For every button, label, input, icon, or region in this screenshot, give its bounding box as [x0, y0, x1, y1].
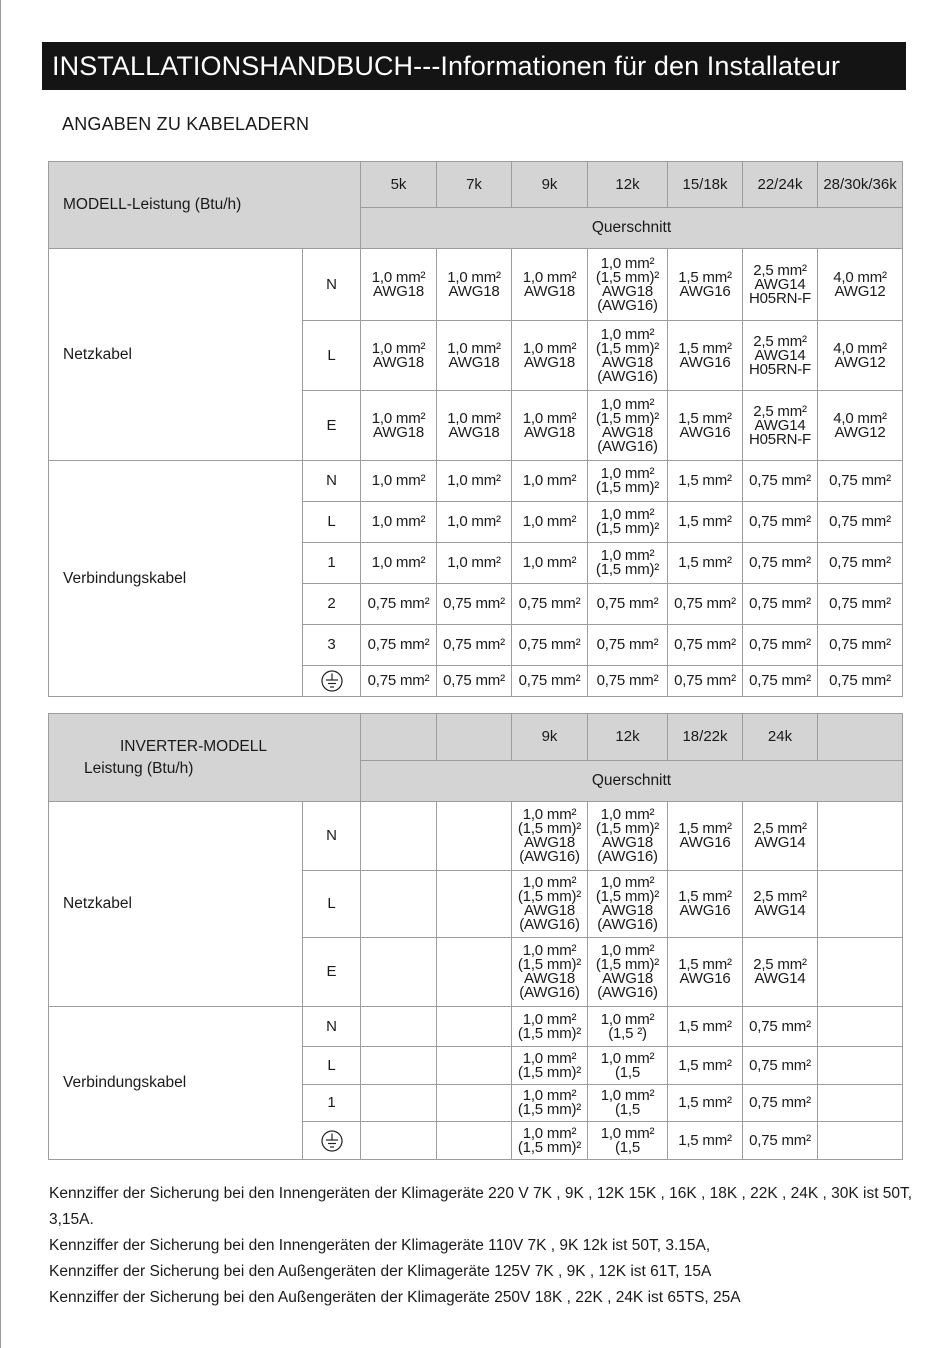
- cross-section-cell: 1,0 mm² (1,5 mm)²: [512, 1047, 588, 1085]
- capacity-column-header: 5k: [361, 162, 437, 208]
- cross-section-cell: [818, 1085, 903, 1122]
- cross-section-cell: 0,75 mm²: [437, 666, 512, 697]
- capacity-column-header: 15/18k: [668, 162, 743, 208]
- fuse-note: Kennziffer der Sicherung bei den Innengeräten der Klimageräte 220 V 7K , 9K , 12K 15K , 16K , 18K , 22K , 24K , 30K ist 50T, 3,15A.: [49, 1185, 913, 1228]
- conductor-label: L: [303, 871, 361, 938]
- cross-section-cell: 1,0 mm² (1,5 mm)²: [512, 1007, 588, 1047]
- cross-section-cell: [361, 1007, 437, 1047]
- cross-section-cell: [437, 1007, 512, 1047]
- cross-section-cell: 1,5 mm² AWG16: [668, 391, 743, 461]
- cross-section-cell: 1,0 mm² (1,5 mm)²: [588, 461, 668, 502]
- cross-section-cell: [361, 871, 437, 938]
- cross-section-cell: 0,75 mm²: [743, 461, 818, 502]
- cross-section-cell: 1,0 mm²: [512, 502, 588, 543]
- cross-section-cell: 0,75 mm²: [818, 502, 903, 543]
- conductor-label: N: [303, 249, 361, 321]
- cross-section-cell: 1,0 mm² (1,5 mm)² AWG18 (AWG16): [588, 938, 668, 1007]
- cross-section-cell: 1,5 mm² AWG16: [668, 938, 743, 1007]
- conductor-label: 3: [303, 625, 361, 666]
- cross-section-cell: 1,0 mm² (1,5 mm)² AWG18 (AWG16): [512, 871, 588, 938]
- cross-section-cell: 1,0 mm²: [512, 461, 588, 502]
- conductor-label: L: [303, 321, 361, 391]
- conductor-label: [303, 1122, 361, 1160]
- page-title-text: INSTALLATIONSHANDBUCH---Informationen für den Installateur: [52, 51, 841, 81]
- cross-section-cell: [361, 1122, 437, 1160]
- cross-section-cell: 0,75 mm²: [743, 1122, 818, 1160]
- cross-section-cell: [437, 802, 512, 871]
- cross-section-cell: 1,0 mm² (1,5 mm)² AWG18 (AWG16): [588, 871, 668, 938]
- cross-section-cell: 0,75 mm²: [588, 666, 668, 697]
- conductor-label: 1: [303, 543, 361, 584]
- cross-section-cell: 1,0 mm² (1,5 mm)² AWG18 (AWG16): [588, 321, 668, 391]
- fuse-note: Kennziffer der Sicherung bei den Außengeräten der Klimageräte 125V 7K , 9K , 12K ist 61T, 15A: [49, 1263, 712, 1280]
- cross-section-cell: 2,5 mm² AWG14: [743, 802, 818, 871]
- capacity-column-header: [818, 714, 903, 761]
- cross-section-cell: 0,75 mm²: [512, 666, 588, 697]
- fuse-note: Kennziffer der Sicherung bei den Außengeräten der Klimageräte 250V 18K , 22K , 24K ist 65TS, 25A: [49, 1289, 741, 1306]
- table-row: [49, 1007, 903, 1047]
- cross-section-cell: 2,5 mm² AWG14 H05RN-F: [743, 391, 818, 461]
- cross-section-cell: 1,5 mm²: [668, 543, 743, 584]
- cross-section-cell: 1,5 mm²: [668, 1122, 743, 1160]
- cross-section-cell: 0,75 mm²: [743, 502, 818, 543]
- capacity-column-header: 22/24k: [743, 162, 818, 208]
- cross-section-cell: 0,75 mm²: [743, 1007, 818, 1047]
- cross-section-cell: 1,0 mm² AWG18: [361, 321, 437, 391]
- cross-section-cell: 0,75 mm²: [437, 584, 512, 625]
- cross-section-cell: 0,75 mm²: [743, 584, 818, 625]
- fuse-note: Kennziffer der Sicherung bei den Innengeräten der Klimageräte 110V 7K , 9K 12k ist 50T, 3.15A,: [49, 1237, 711, 1254]
- model-label-line: Leistung (Btu/h): [84, 759, 194, 777]
- cross-section-cell: 1,0 mm² AWG18: [361, 249, 437, 321]
- cross-section-cell: [361, 802, 437, 871]
- cross-section-cell: 1,0 mm²: [361, 502, 437, 543]
- capacity-column-header: 9k: [512, 162, 588, 208]
- model-capacity-label: MODELL-Leistung (Btu/h): [49, 162, 361, 249]
- cross-section-cell: 0,75 mm²: [512, 625, 588, 666]
- conductor-label: [303, 666, 361, 697]
- cable-group-label: Netzkabel: [49, 802, 303, 1007]
- cross-section-cell: [437, 1047, 512, 1085]
- table-row: [49, 461, 903, 502]
- section-title: ANGABEN ZU KABELADERN: [62, 114, 310, 134]
- page-title: [42, 42, 906, 90]
- cross-section-cell: 1,0 mm² (1,5: [588, 1122, 668, 1160]
- table-row: [49, 802, 903, 871]
- conductor-label: N: [303, 802, 361, 871]
- cross-section-cell: 1,0 mm² (1,5 mm)² AWG18 (AWG16): [588, 391, 668, 461]
- conductor-label: L: [303, 1047, 361, 1085]
- cross-section-cell: 2,5 mm² AWG14 H05RN-F: [743, 249, 818, 321]
- cross-section-cell: [818, 1007, 903, 1047]
- table-row: [49, 249, 903, 321]
- ground-symbol-icon: [321, 670, 343, 692]
- cross-section-cell: [437, 871, 512, 938]
- model-capacity-label: [49, 714, 361, 802]
- header-row: [49, 162, 903, 208]
- page-edge-rule: [0, 0, 1, 1348]
- cross-section-cell: 1,0 mm² AWG18: [512, 249, 588, 321]
- cross-section-cell: 1,5 mm²: [668, 461, 743, 502]
- cross-section-cell: 1,0 mm²: [437, 461, 512, 502]
- cross-section-cell: 1,5 mm²: [668, 502, 743, 543]
- cross-section-cell: [437, 1122, 512, 1160]
- cross-section-cell: 4,0 mm² AWG12: [818, 249, 903, 321]
- cross-section-header: Querschnitt: [361, 761, 903, 802]
- cross-section-cell: 0,75 mm²: [743, 1085, 818, 1122]
- cross-section-cell: [818, 1047, 903, 1085]
- cross-section-cell: 1,5 mm² AWG16: [668, 249, 743, 321]
- cross-section-cell: 1,0 mm² (1,5 mm)²: [588, 543, 668, 584]
- cross-section-cell: [437, 1085, 512, 1122]
- cross-section-cell: 1,5 mm²: [668, 1007, 743, 1047]
- cross-section-cell: 1,0 mm² (1,5 ²): [588, 1007, 668, 1047]
- cable-group-label: Netzkabel: [49, 249, 303, 461]
- conductor-label: N: [303, 1007, 361, 1047]
- cross-section-cell: 0,75 mm²: [818, 584, 903, 625]
- ground-symbol-icon: [321, 1130, 343, 1152]
- cross-section-cell: 1,0 mm² AWG18: [512, 391, 588, 461]
- cross-section-cell: 1,0 mm² (1,5 mm)²: [512, 1122, 588, 1160]
- cross-section-cell: 0,75 mm²: [361, 625, 437, 666]
- model-label-line: INVERTER-MODELL: [120, 737, 267, 755]
- cross-section-cell: 1,0 mm²: [361, 543, 437, 584]
- capacity-column-header: 12k: [588, 162, 668, 208]
- cross-section-cell: 1,0 mm² (1,5 mm)² AWG18 (AWG16): [512, 938, 588, 1007]
- cross-section-cell: 0,75 mm²: [668, 584, 743, 625]
- cross-section-cell: 2,5 mm² AWG14: [743, 938, 818, 1007]
- cross-section-cell: 1,0 mm² AWG18: [361, 391, 437, 461]
- cross-section-cell: 0,75 mm²: [668, 625, 743, 666]
- capacity-column-header: [437, 714, 512, 761]
- cross-section-cell: 0,75 mm²: [512, 584, 588, 625]
- cross-section-cell: [818, 871, 903, 938]
- cross-section-cell: 0,75 mm²: [743, 1047, 818, 1085]
- cross-section-cell: 1,0 mm²: [437, 543, 512, 584]
- cross-section-cell: 0,75 mm²: [743, 543, 818, 584]
- cross-section-cell: 1,0 mm² (1,5 mm)² AWG18 (AWG16): [588, 249, 668, 321]
- cross-section-cell: 0,75 mm²: [668, 666, 743, 697]
- conductor-label: N: [303, 461, 361, 502]
- cross-section-cell: 4,0 mm² AWG12: [818, 321, 903, 391]
- cross-section-cell: [818, 802, 903, 871]
- conductor-label: 2: [303, 584, 361, 625]
- cross-section-cell: 1,0 mm² AWG18: [437, 321, 512, 391]
- cable-group-label: Verbindungskabel: [49, 1007, 303, 1160]
- cross-section-cell: 2,5 mm² AWG14: [743, 871, 818, 938]
- cross-section-cell: 0,75 mm²: [818, 461, 903, 502]
- capacity-column-header: 24k: [743, 714, 818, 761]
- cross-section-cell: 1,5 mm²: [668, 1047, 743, 1085]
- cross-section-cell: [437, 938, 512, 1007]
- inverter-cable-spec-table: [48, 713, 903, 1160]
- cable-spec-table: [48, 161, 903, 697]
- capacity-column-header: [361, 714, 437, 761]
- cross-section-cell: 1,0 mm²: [437, 502, 512, 543]
- cross-section-cell: [818, 938, 903, 1007]
- cross-section-cell: 0,75 mm²: [818, 543, 903, 584]
- cross-section-cell: 0,75 mm²: [437, 625, 512, 666]
- fuse-notes: [49, 1181, 919, 1311]
- conductor-label: L: [303, 502, 361, 543]
- cross-section-cell: 1,0 mm² AWG18: [512, 321, 588, 391]
- conductor-label: E: [303, 938, 361, 1007]
- cross-section-cell: 0,75 mm²: [818, 666, 903, 697]
- cross-section-cell: 0,75 mm²: [361, 666, 437, 697]
- cross-section-cell: [361, 938, 437, 1007]
- cross-section-cell: 0,75 mm²: [361, 584, 437, 625]
- cross-section-cell: [361, 1085, 437, 1122]
- cross-section-cell: 1,5 mm² AWG16: [668, 321, 743, 391]
- cross-section-cell: 1,0 mm² (1,5 mm)² AWG18 (AWG16): [512, 802, 588, 871]
- header-row: [49, 714, 903, 761]
- cross-section-cell: 0,75 mm²: [743, 666, 818, 697]
- cross-section-cell: 1,0 mm² AWG18: [437, 249, 512, 321]
- cross-section-cell: 2,5 mm² AWG14 H05RN-F: [743, 321, 818, 391]
- cross-section-cell: 1,0 mm² (1,5: [588, 1085, 668, 1122]
- cross-section-cell: 1,0 mm²: [361, 461, 437, 502]
- cross-section-cell: 1,5 mm²: [668, 1085, 743, 1122]
- cross-section-cell: 1,0 mm² (1,5 mm)² AWG18 (AWG16): [588, 802, 668, 871]
- capacity-column-header: 18/22k: [668, 714, 743, 761]
- capacity-column-header: 12k: [588, 714, 668, 761]
- conductor-label: 1: [303, 1085, 361, 1122]
- conductor-label: E: [303, 391, 361, 461]
- cross-section-cell: 0,75 mm²: [743, 625, 818, 666]
- capacity-column-header: 28/30k/36k: [818, 162, 903, 208]
- cross-section-cell: [361, 1047, 437, 1085]
- cross-section-cell: 1,0 mm²: [512, 543, 588, 584]
- cross-section-cell: 1,5 mm² AWG16: [668, 871, 743, 938]
- cross-section-cell: 0,75 mm²: [588, 584, 668, 625]
- capacity-column-header: 7k: [437, 162, 512, 208]
- capacity-column-header: 9k: [512, 714, 588, 761]
- cross-section-cell: 1,0 mm² (1,5 mm)²: [512, 1085, 588, 1122]
- cross-section-cell: 1,5 mm² AWG16: [668, 802, 743, 871]
- cross-section-cell: 1,0 mm² (1,5: [588, 1047, 668, 1085]
- cross-section-cell: 1,0 mm² (1,5 mm)²: [588, 502, 668, 543]
- cross-section-cell: 0,75 mm²: [818, 625, 903, 666]
- cross-section-cell: [818, 1122, 903, 1160]
- cross-section-cell: 0,75 mm²: [588, 625, 668, 666]
- cross-section-header: Querschnitt: [361, 208, 903, 249]
- cable-group-label: Verbindungskabel: [49, 461, 303, 697]
- cross-section-cell: 1,0 mm² AWG18: [437, 391, 512, 461]
- cross-section-cell: 4,0 mm² AWG12: [818, 391, 903, 461]
